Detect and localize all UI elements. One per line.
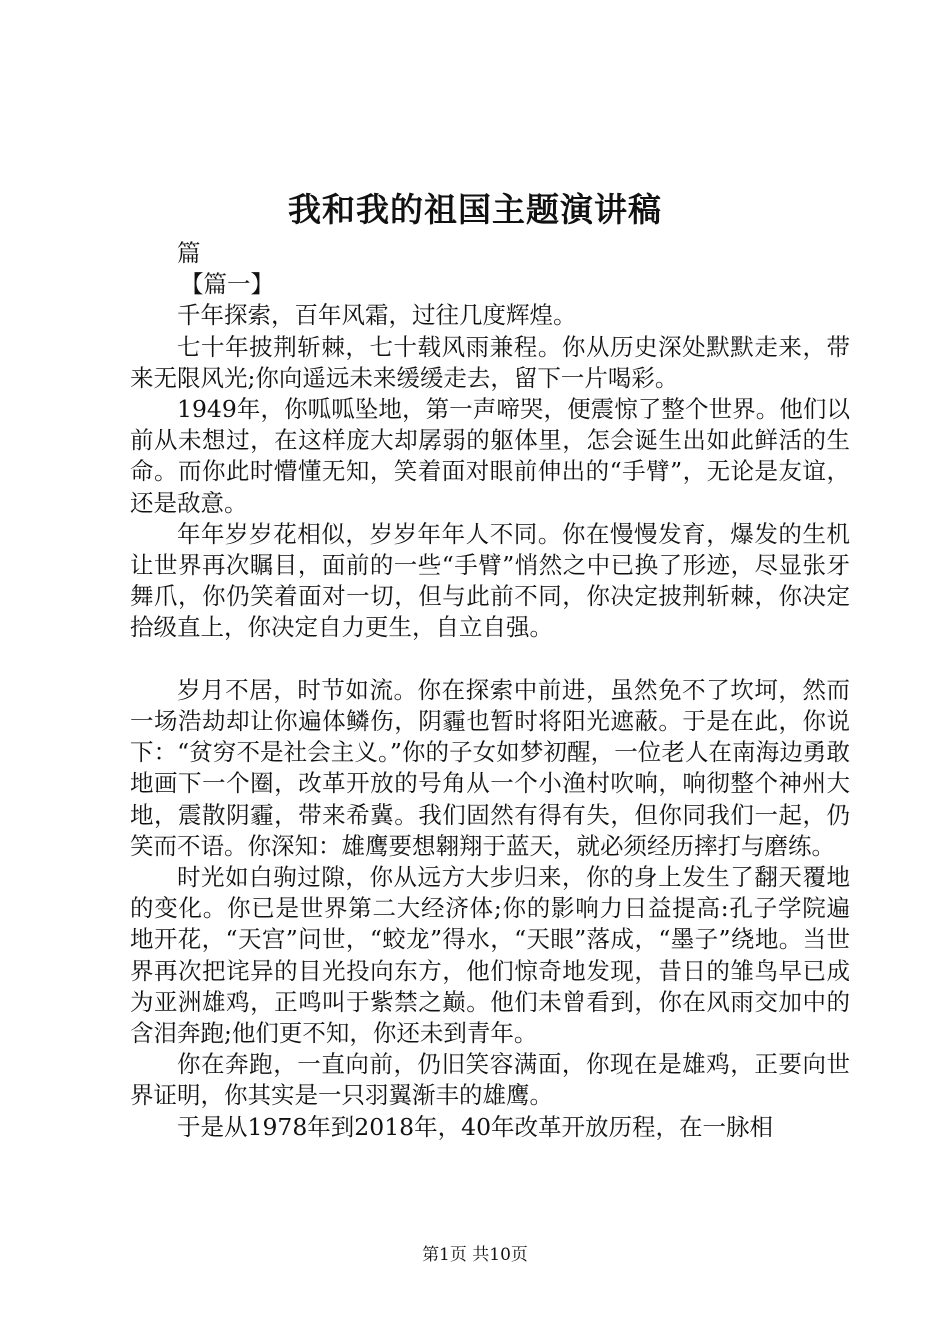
paragraph: 于是从1978年到2018年，40年改革开放历程，在一脉相 (177, 1112, 774, 1141)
paragraph: 你在奔跑，一直向前，仍旧笑容满面，你现在是雄鸡，正要向世界证明，你其实是一只羽翼渐丰的雄鹰。 (130, 1050, 850, 1110)
paragraph: 1949年，你呱呱坠地，第一声啼哭，便震惊了整个世界。他们以前从未想过，在这样庞大却孱弱的躯体里，怎会诞生出如此鲜活的生命。而你此时懵懂无知，笑着面对眼前伸出的“手臂”，无论是友谊，还是敌意。 (130, 395, 850, 517)
document-body (130, 238, 850, 1143)
paragraph: 年年岁岁花相似，岁岁年年人不同。你在慢慢发育，爆发的生机让世界再次瞩目，面前的一些“手臂”悄然之中已换了形迹，尽显张牙舞爪，你仍笑着面对一切，但与此前不同，你决定披荆斩棘，你决定拾级直上，你决定自力更生，自立自强。 (130, 519, 850, 642)
page-title: 我和我的祖国主题演讲稿 (288, 190, 662, 229)
paragraph: 篇 (177, 239, 201, 267)
paragraph: 七十年披荆斩棘，七十载风雨兼程。你从历史深处默默走来，带来无限风光;你向遥远未来缓缓走去，留下一片喝彩。 (130, 332, 850, 392)
paragraph: 时光如白驹过隙，你从远方大步归来，你的身上发生了翻天覆地的变化。你已是世界第二大经济体;你的影响力日益提高:孔子学院遍地开花，“天宫”问世，“蛟龙”得水，“天眼”落成，“墨子”绕地。当世界再次把诧异的目光投向东方，他们惊奇地发现，昔日的雏鸟早已成为亚洲雄鸡，正鸣叫于紫禁之巅。他们未曾看到，你在风雨交加中的含泪奔跑;他们更不知，你还未到青年。 (130, 863, 850, 1048)
blank-line (130, 644, 850, 675)
section-heading: 【篇一】 (180, 270, 274, 299)
paragraph: 岁月不居，时节如流。你在探索中前进，虽然免不了坎坷，然而一场浩劫却让你遍体鳞伤，阴霾也暂时将阳光遮蔽。于是在此，你说下：“贫穷不是社会主义。”你的子女如梦初醒，一位老人在南海边勇敢地画下一个圈，改革开放的号角从一个小渔村吹响，响彻整个神州大地，震散阴霾，带来希冀。我们固然有得有失，但你同我们一起，仍笑而不语。你深知：雄鹰要想翱翔于蓝天，就必须经历摔打与磨练。 (130, 675, 850, 860)
page-footer: 第1页 共10页 (422, 1245, 528, 1265)
paragraph: 千年探索，百年风霜，过往几度辉煌。 (177, 301, 577, 330)
